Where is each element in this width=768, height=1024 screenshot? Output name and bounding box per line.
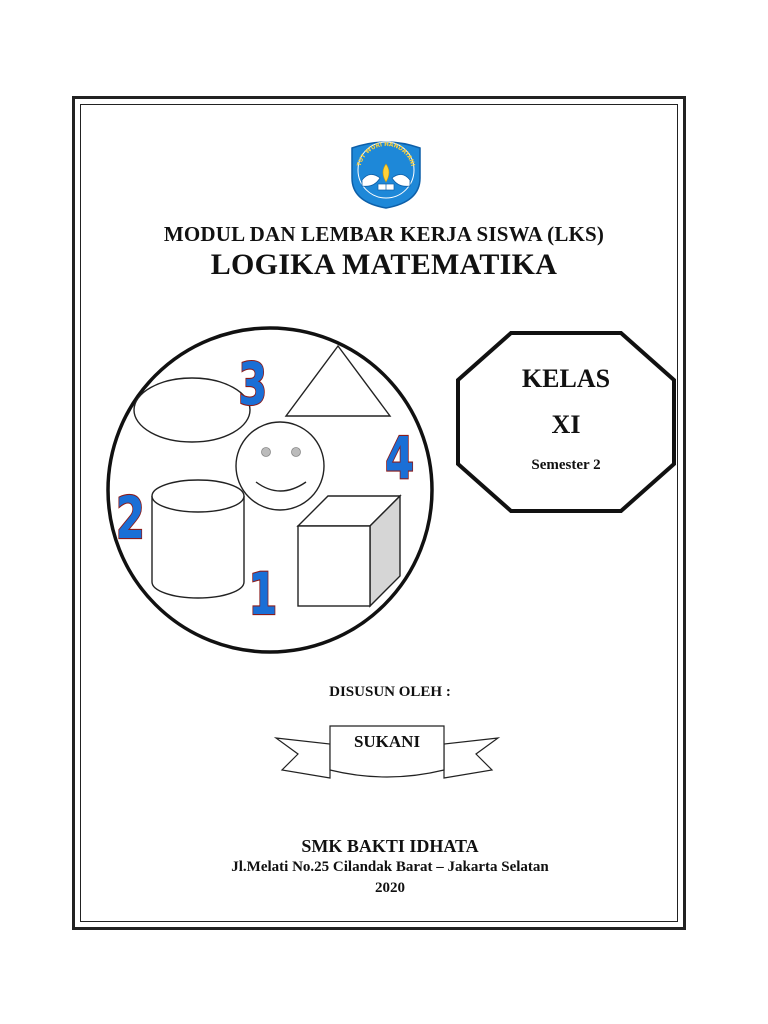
logo-ring-text: TUT WURI HANDAYANI [356, 141, 416, 168]
ellipse-shape [134, 378, 250, 442]
cylinder-top [152, 480, 244, 512]
smiley-eye-right [292, 448, 301, 457]
number-two: 2 [115, 484, 145, 552]
smiley-face [236, 422, 324, 510]
grade-label: XI [551, 410, 581, 439]
cube-front [298, 526, 370, 606]
author-name: SUKANI [353, 732, 421, 751]
tut-wuri-handayani-logo [346, 134, 426, 210]
smiley-eye-left [262, 448, 271, 457]
compiled-by-label: DISUSUN OLEH : [329, 684, 451, 700]
kelas-label: KELAS [521, 364, 611, 393]
module-title: MODUL DAN LEMBAR KERJA SISWA (LKS) [163, 222, 605, 246]
geometry-illustration [100, 320, 440, 660]
number-four: 4 [385, 424, 415, 492]
ribbon-left-tail [276, 738, 330, 778]
number-one: 1 [248, 560, 278, 628]
subject-title: LOGIKA MATEMATIKA [210, 248, 558, 281]
ribbon-right-tail [444, 738, 498, 778]
publication-year: 2020 [375, 880, 405, 896]
school-address: Jl.Melati No.25 Cilandak Barat – Jakarta Selatan [231, 859, 549, 875]
number-three: 3 [238, 350, 268, 418]
school-name: SMK BAKTI IDHATA [301, 836, 479, 856]
semester-label: Semester 2 [531, 457, 601, 473]
